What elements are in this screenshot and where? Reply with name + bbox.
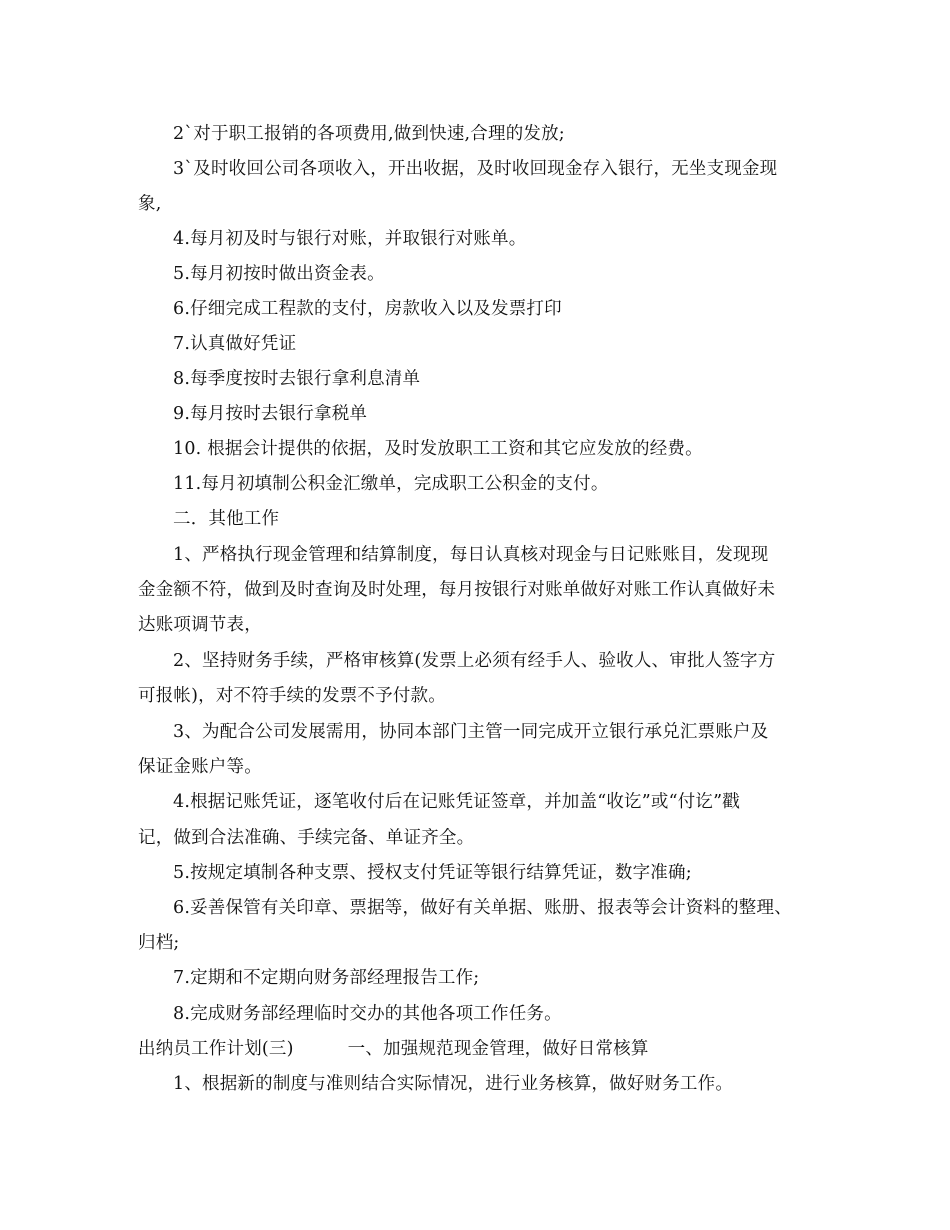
paragraph-line: 5.每月初按时做出资金表。 bbox=[173, 264, 385, 284]
paragraph-line: 8.每季度按时去银行拿利息清单 bbox=[173, 369, 421, 389]
paragraph-line: 象, bbox=[138, 194, 162, 214]
paragraph-line: 1、严格执行现金管理和结算制度，每日认真核对现金与日记账账目，发现现 bbox=[173, 545, 769, 565]
paragraph-line: 记，做到合法准确、手续完备、单证齐全。 bbox=[138, 828, 475, 848]
paragraph-line: 7.定期和不定期向财务部经理报告工作; bbox=[173, 968, 480, 988]
section-title: 二．其他工作 bbox=[173, 509, 280, 529]
paragraph-line: 4.根据记账凭证，逐笔收付后在记账凭证签章，并加盖“收讫”或“付讫”戳 bbox=[173, 792, 740, 812]
section-heading bbox=[138, 1037, 649, 1061]
paragraph-line: 6.仔细完成工程款的支付，房款收入以及发票打印 bbox=[173, 299, 562, 319]
heading-title: 出纳员工作计划(三) bbox=[138, 1039, 294, 1059]
paragraph-line: 2`对于职工报销的各项费用,做到快速,合理的发放; bbox=[173, 124, 565, 144]
paragraph-line: 金金额不符，做到及时查询及时处理，每月按银行对账单做好对账工作认真做好未 bbox=[138, 580, 776, 600]
paragraph-line: 4.每月初及时与银行对账，并取银行对账单。 bbox=[173, 229, 527, 249]
paragraph-line: 10. 根据会计提供的依据，及时发放职工工资和其它应发放的经费。 bbox=[173, 439, 703, 459]
paragraph-line: 1、根据新的制度与准则结合实际情况，进行业务核算，做好财务工作。 bbox=[173, 1074, 734, 1094]
paragraph-line: 归档; bbox=[138, 933, 180, 953]
paragraph-line: 8.完成财务部经理临时交办的其他各项工作任务。 bbox=[173, 1004, 562, 1024]
paragraph-line: 3、为配合公司发展需用，协同本部门主管一同完成开立银行承兑汇票账户及 bbox=[173, 722, 769, 742]
paragraph-line: 9.每月按时去银行拿税单 bbox=[173, 404, 368, 424]
paragraph-line: 达账项调节表， bbox=[138, 615, 262, 635]
paragraph-line: 可报帐)，对不符手续的发票不予付款。 bbox=[138, 686, 446, 706]
paragraph-line: 3`及时收回公司各项收入，开出收据，及时收回现金存入银行，无坐支现金现 bbox=[173, 159, 778, 179]
paragraph-line: 2、坚持财务手续，严格审核算(发票上必须有经手人、验收人、审批人签字方 bbox=[173, 651, 776, 671]
paragraph-line: 5.按规定填制各种支票、授权支付凭证等银行结算凭证，数字准确; bbox=[173, 863, 692, 883]
paragraph-line: 6.妥善保管有关印章、票据等，做好有关单据、账册、报表等会计资料的整理、 bbox=[173, 898, 792, 918]
heading-subtitle: 一、加强规范现金管理，做好日常核算 bbox=[347, 1039, 649, 1059]
paragraph-line: 7.认真做好凭证 bbox=[173, 334, 297, 354]
paragraph-line: 11.每月初填制公积金汇缴单，完成职工公积金的支付。 bbox=[173, 474, 609, 494]
paragraph-line: 保证金账户等。 bbox=[138, 757, 262, 777]
